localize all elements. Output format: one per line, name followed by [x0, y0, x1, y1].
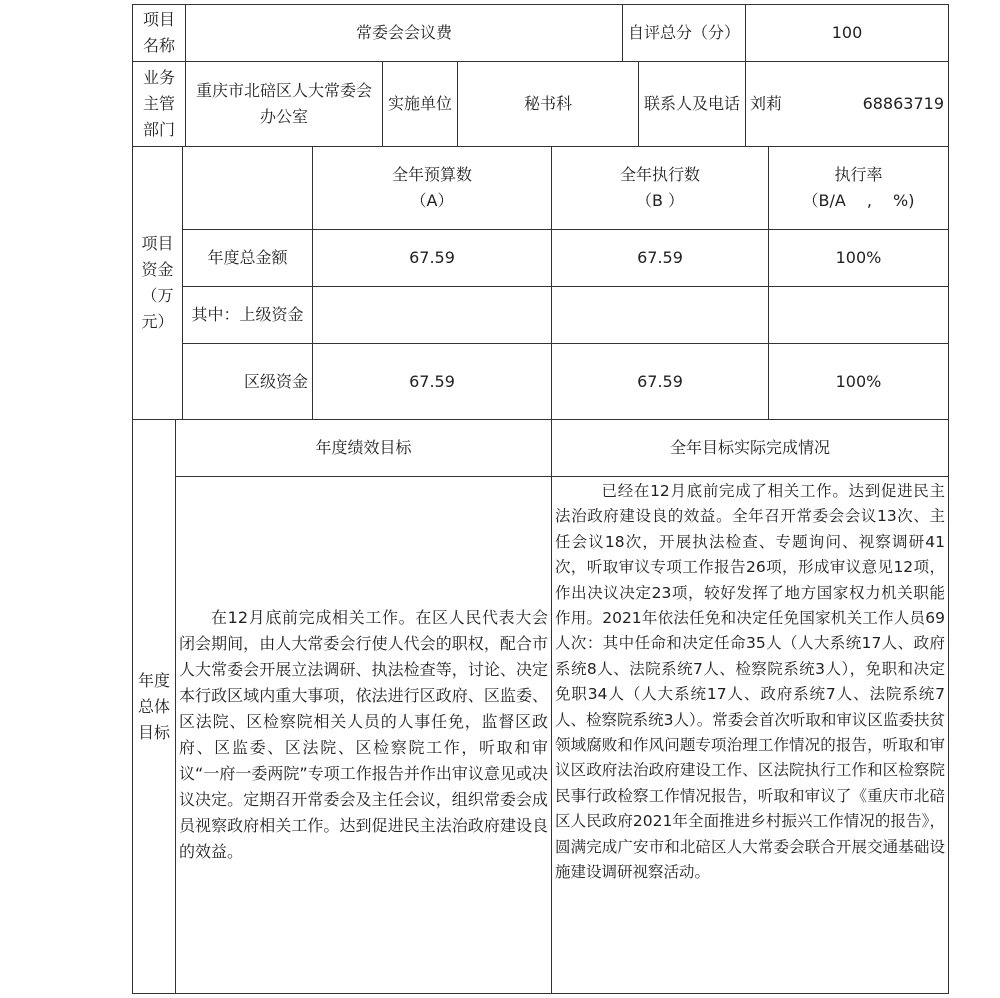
funds-header-blank — [182, 146, 313, 230]
funds-row-district-exec — [551, 343, 769, 420]
goals-col-goal-text: 年度绩效目标 — [315, 438, 412, 457]
dept-label — [132, 61, 186, 147]
score-value — [745, 4, 949, 62]
contact-phone: 68863719 — [862, 94, 944, 113]
funds-col-budget-line2: （A） — [410, 191, 454, 210]
funds-row-upper-exec — [551, 286, 769, 344]
funds-row-upper-rate — [768, 286, 949, 344]
funds-row-total-rate — [768, 229, 949, 287]
funds-col-exec-line1: 全年执行数 — [619, 165, 700, 184]
funds-col-budget-stack — [392, 162, 472, 214]
impl-label-text: 实施单位 — [387, 94, 452, 113]
contact-name: 刘莉 — [750, 94, 783, 113]
funds-row-total-budget-text: 67.59 — [409, 248, 455, 267]
funds-label — [132, 146, 183, 420]
funds-col-rate-line1: 执行率 — [834, 165, 883, 184]
funds-row-total-label — [182, 229, 313, 287]
impl-value — [457, 61, 639, 147]
funds-row-district-rate-text: 100% — [835, 371, 882, 391]
funds-row-total-exec — [551, 229, 769, 287]
goals-label — [132, 419, 176, 994]
funds-col-exec-line2: （B ） — [635, 191, 685, 210]
project-name-label — [132, 4, 186, 62]
goals-col-goal — [175, 419, 552, 477]
funds-row-district-label-text: 区级资金 — [243, 371, 308, 391]
score-value-text: 100 — [831, 23, 863, 42]
funds-row-upper-label-text: 其中：上级资金 — [191, 305, 304, 324]
funds-row-district-budget-text: 67.59 — [409, 371, 455, 391]
funds-row-district-budget — [312, 343, 552, 420]
project-name-value — [185, 4, 623, 62]
score-label — [622, 4, 746, 62]
goals-goal-text: 在12月底前完成相关工作。在区人民代表大会闭会期间，由人大常委会行使人代会的职权，配合市人大常委会开展立法调研、执法检查等，讨论、决定本行政区域内重大事项，依法进行区政府、区监委、区法院、区检察院相关人员的人事任免，监督区政府、区监委、区法院、区检察院工作，听取和审议“一府一委两院”专项工作报告并作出审议意见或决议决定。定期召开常委会及主任会议，组织常委会成员视察政府相关工作。达到促进民主法治政府建设良的效益。 — [179, 608, 548, 861]
goals-col-actual-text: 全年目标实际完成情况 — [669, 438, 830, 457]
goals-goal-cell — [175, 476, 552, 994]
funds-col-rate — [768, 146, 949, 230]
impl-value-text: 秘书科 — [523, 94, 572, 113]
contact-label-text: 联系人及电话 — [643, 94, 740, 113]
goals-label-text: 年度总体目标 — [137, 670, 170, 742]
project-name-text: 常委会会议费 — [355, 23, 452, 42]
dept-value-text: 重庆市北碚区人大常委会办公室 — [195, 81, 372, 126]
funds-row-upper-label — [182, 286, 313, 344]
goals-actual-cell — [551, 476, 949, 994]
impl-label — [382, 61, 458, 147]
dept-label-text: 业务主管部门 — [142, 68, 175, 139]
project-name-label-text: 项目名称 — [142, 10, 175, 55]
funds-row-total-rate-text: 100% — [835, 248, 882, 267]
funds-label-text: 项目资金（万元） — [141, 234, 174, 331]
funds-row-total-label-text: 年度总金额 — [207, 248, 288, 267]
funds-col-rate-line2: （B/A , %) — [802, 191, 915, 210]
funds-col-rate-stack — [802, 162, 914, 214]
funds-col-budget — [312, 146, 552, 230]
funds-row-district-rate — [768, 343, 949, 420]
funds-row-district-label — [182, 343, 313, 420]
funds-col-budget-line1: 全年预算数 — [391, 165, 472, 184]
funds-row-upper-budget — [312, 286, 552, 344]
goals-col-actual — [551, 419, 949, 477]
funds-col-exec-stack — [620, 162, 700, 214]
goals-actual-text: 已经在12月底前完成了相关工作。达到促进民主法治政府建设良的效益。全年召开常委会会议13次、主任会议18次，开展执法检查、专题询问、视察调研41次，听取审议专项工作报告26项，形成审议意见12项，作出决议决定23项，较好发挥了地方国家权力机关职能作用。2021年依法任免和决定任免国家机关工作人员69人次：其中任命和决定任命35人（人大系统17人、政府系统8人、法院系统7人、检察院系统3人），免职和决定免职34人（人大系统17人、政府系统7人、法院系统7人、检察院系统3人）。常委会首次听取和审议区监委扶贫领域腐败和作风问题专项治理工作情况的报告，听取和审议区政府法治政府建设工作、区法院执行工作和区检察院民事行政检察工作情况报告，听取和审议了《重庆市北碚区人民政府2021年全面推进乡村振兴工作情况的报告》，圆满完成广安市和北碚区人大常委会联合开展交通基础设施建设调研视察活动。 — [555, 482, 945, 882]
dept-value — [185, 61, 383, 147]
contact-label — [638, 61, 746, 147]
funds-row-total-exec-text: 67.59 — [637, 248, 683, 267]
score-label-text: 自评总分（分） — [627, 23, 740, 42]
funds-row-district-exec-text: 67.59 — [637, 371, 683, 391]
funds-col-exec — [551, 146, 769, 230]
contact-value — [745, 61, 949, 147]
funds-row-total-budget — [312, 229, 552, 287]
